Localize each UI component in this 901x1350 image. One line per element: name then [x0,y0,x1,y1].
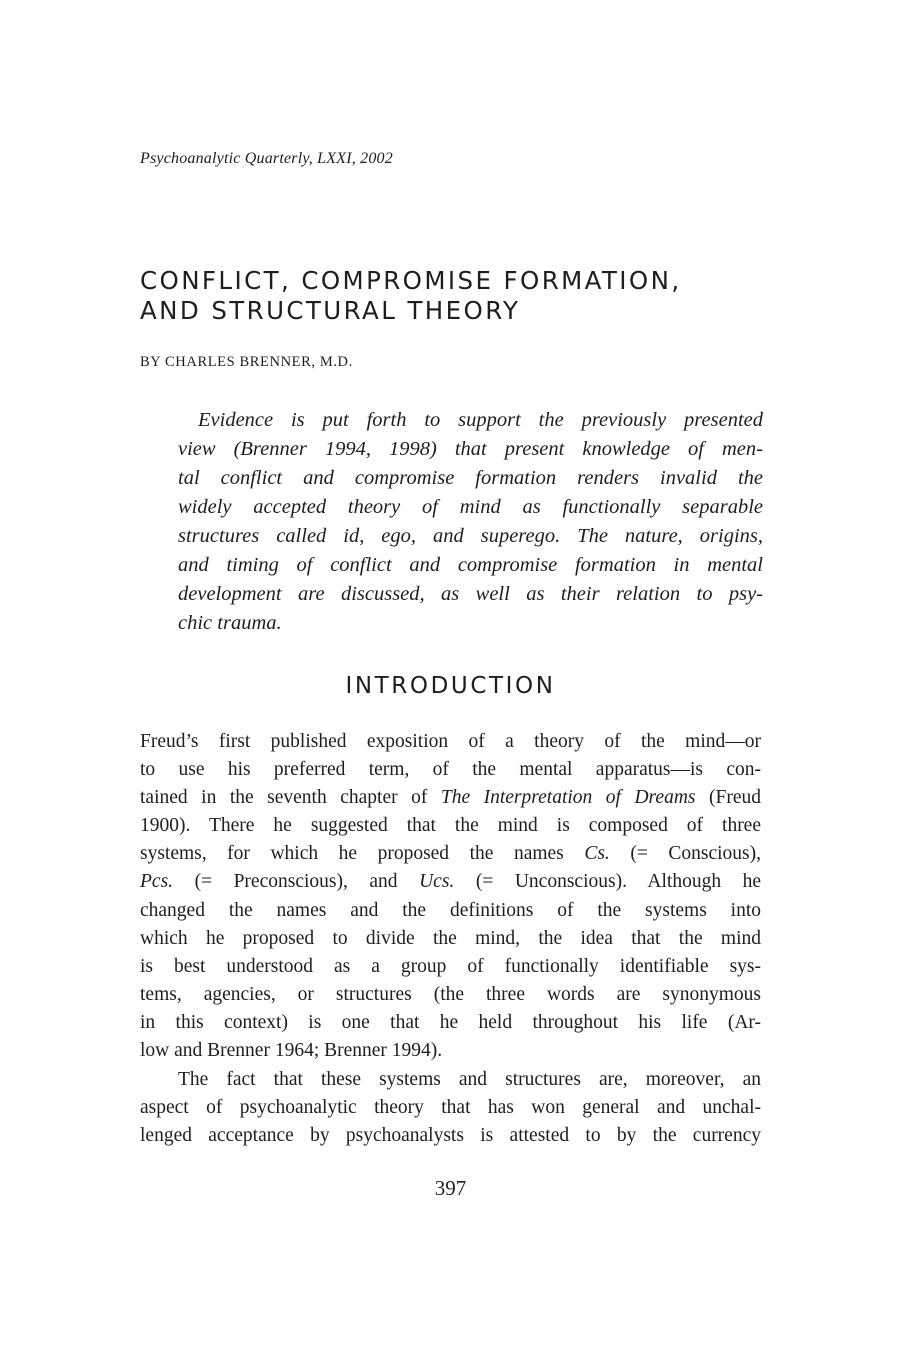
page-number: 397 [434,1176,467,1200]
body-line: lenged acceptance by psychoanalysts is attested to by the currency [140,1125,761,1147]
abstract-line: tal conflict and compromise formation renders invalid the [178,467,763,489]
abstract-line: widely accepted theory of mind as functionally separable [178,496,763,518]
body-line: which he proposed to divide the mind, the idea that the mind [140,927,761,949]
body-line: 1900). There he suggested that the mind is composed of three [140,815,761,837]
abstract [178,406,763,638]
abstract-line: chic trauma. [178,612,282,634]
abstract-line: Evidence is put forth to support the previously presented [198,409,763,431]
section-heading-introduction: INTRODUCTION [345,673,556,699]
article-title [140,266,761,326]
body-line: changed the names and the definitions of the systems into [140,899,761,921]
body-line: is best understood as a group of functionally identifiable sys- [140,955,761,977]
author-byline: BY CHARLES BRENNER, M.D. [140,354,353,370]
body-line: aspect of psychoanalytic theory that has won general and unchal- [140,1097,761,1119]
title-line: CONFLICT, COMPROMISE FORMATION, [140,266,682,295]
body-line: Freud’s first published exposition of a theory of the mind—or [140,731,761,752]
title-line: AND STRUCTURAL THEORY [140,296,521,325]
abstract-line: development are discussed, as well as their relation to psy- [178,583,763,605]
body-line: Pcs. (= Preconscious), and Ucs. (= Unconscious). Although he [140,871,761,893]
body-line: systems, for which he proposed the names Cs. (= Conscious), [140,843,761,865]
journal-citation: Psychoanalytic Quarterly, LXXI, 2002 [140,150,393,167]
body-line: tems, agencies, or structures (the three words are synonymous [140,983,761,1005]
body-line: to use his preferred term, of the mental apparatus—is con- [140,759,761,781]
body-line: The fact that these systems and structures are, moreover, an [178,1069,761,1090]
body-line: tained in the seventh chapter of The Interpretation of Dreams (Freud [140,787,761,809]
body-paragraph-1 [140,728,761,1065]
abstract-line: view (Brenner 1994, 1998) that present knowledge of men- [178,438,763,460]
journal-page [140,0,761,1350]
body-line: low and Brenner 1964; Brenner 1994). [140,1040,443,1062]
body-paragraph-2 [140,1066,761,1150]
abstract-line: structures called id, ego, and superego. The nature, origins, [178,525,763,547]
body-line: in this context) is one that he held throughout his life (Ar- [140,1011,761,1033]
abstract-line: and timing of conflict and compromise formation in mental [178,554,763,576]
